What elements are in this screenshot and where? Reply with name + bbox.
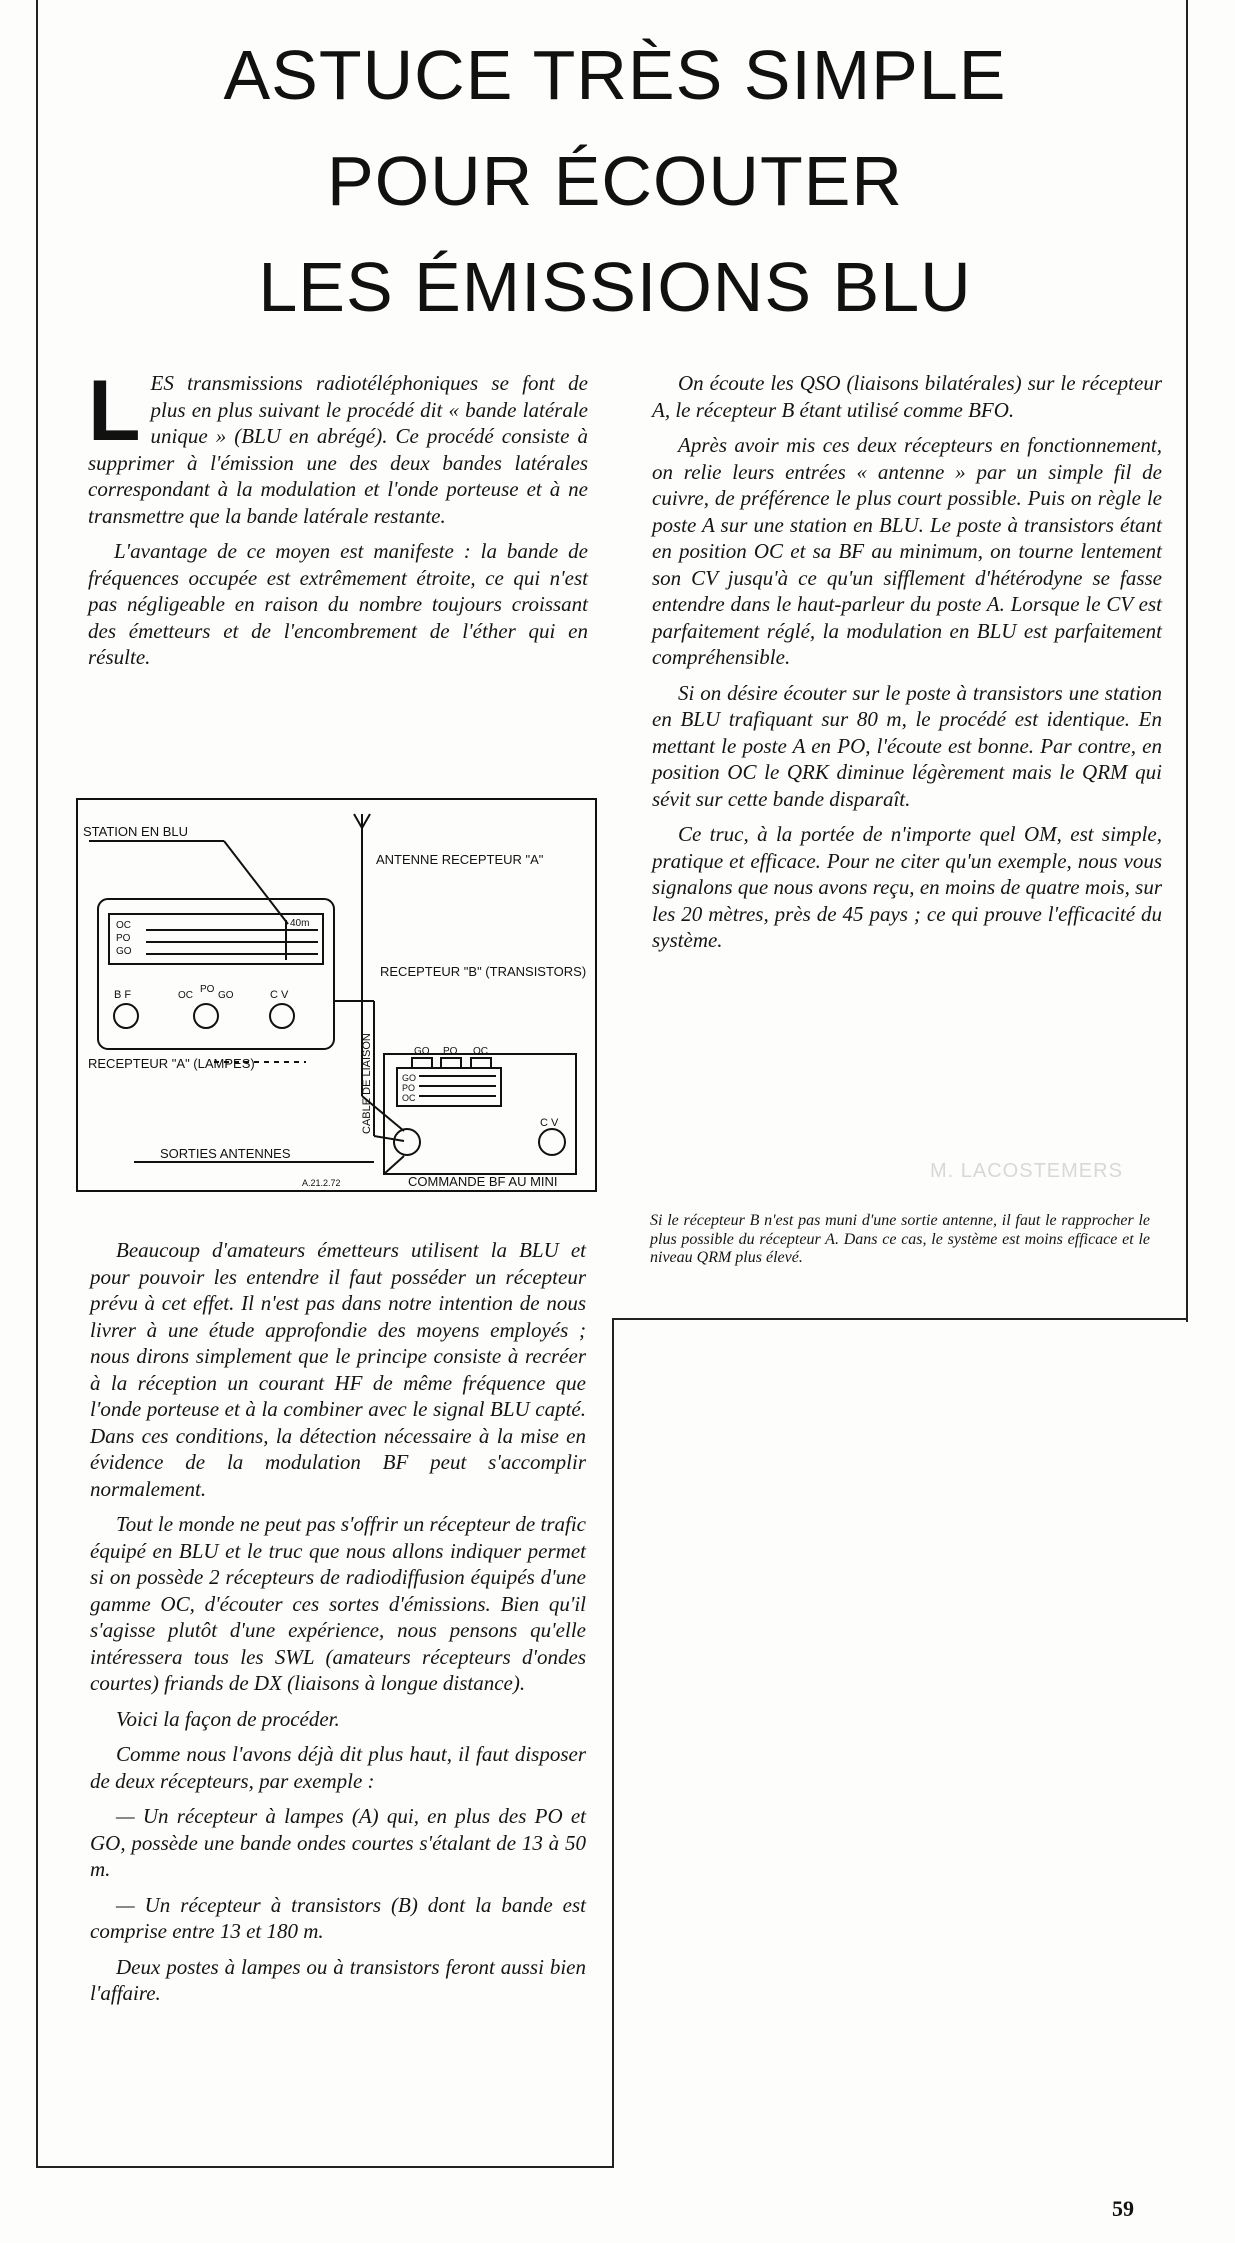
label-knob-go: GO — [218, 990, 234, 1001]
label-band-go: GO — [116, 946, 132, 957]
label-b-go: GO — [414, 1046, 430, 1057]
title-line-3: LES ÉMISSIONS BLU — [258, 248, 972, 326]
label-band-oc: OC — [116, 920, 131, 931]
frame-middle-rule — [612, 1318, 1188, 1320]
paragraph: — Un récepteur à transistors (B) dont la bande est comprise entre 13 et 180 m. — [90, 1892, 586, 1943]
knob-cv-b — [539, 1129, 565, 1155]
column-right — [652, 370, 1162, 963]
paragraph: Après avoir mis ces deux récepteurs en fonctionnement, on relie leurs entrées « antenne » par un simple fil de cuivre, de préférence le plus court possible. Puis on règle le poste A sur une station en BLU. Le poste à transistors étant en position OC et sa BF au minimum, on tourne lentement son CV jusqu'à ce qu'un sifflement d'hétérodyne se fasse entendre dans le haut-parleur du poste A. Lorsque le CV est parfaitement réglé, la modulation en BLU est parfaitement compréhensible. — [652, 433, 1162, 669]
title-line-2: POUR ÉCOUTER — [327, 142, 903, 220]
wiring-diagram — [74, 796, 599, 1194]
label-recepteur-a: RECEPTEUR "A" (LAMPES) — [88, 1056, 255, 1071]
knob-po — [194, 1004, 218, 1028]
diagram-reference: A.21.2.72 — [302, 1178, 341, 1188]
label-b-oc: OC — [473, 1046, 488, 1057]
column-intro — [88, 363, 588, 680]
paragraph: L'avantage de ce moyen est manifeste : la bande de fréquences occupée est extrêmement étroite, ce qui n'est pas négligeable en raison du nombre toujours croissant des émetteurs et de l'encombrement de l'éther qui en résulte. — [88, 539, 588, 669]
intro-paragraph — [88, 363, 588, 529]
label-knob-oc: OC — [178, 990, 193, 1001]
faint-watermark-text: M. LACOSTEMERS — [930, 1160, 1123, 1182]
knob-cv-a — [270, 1004, 294, 1028]
knob-bf — [114, 1004, 138, 1028]
paragraph: On écoute les QSO (liaisons bilatérales) sur le récepteur A, le récepteur B étant utilisé comme BFO. — [652, 371, 1162, 422]
frame-bottom-rule — [36, 2166, 614, 2168]
label-commande: COMMANDE BF AU MINI — [408, 1174, 558, 1189]
paragraph: Beaucoup d'amateurs émetteurs utilisent la BLU et pour pouvoir les entendre il faut posséder un récepteur prévu à cet effet. Il n'est pas dans notre intention de nous livrer à une étude approfondie des moyens employés ; nous dirons simplement que le principe consiste à recréer à la réception un courant HF de même fréquence que l'onde porteuse et à la combiner avec le signal BLU capté. Dans ces conditions, la détection nécessaire à la mise en évidence de la modulation BF peut s'accomplir normalement. — [90, 1238, 586, 1501]
label-b-dial-go: GO — [402, 1073, 417, 1083]
label-band-po: PO — [116, 933, 131, 944]
label-antenne: ANTENNE RECEPTEUR "A" — [376, 852, 544, 867]
footnote: Si le récepteur B n'est pas muni d'une sortie antenne, il faut le rapprocher le plus possible du récepteur A. Dans ce cas, le système est moins efficace et le niveau QRM plus élevé. — [650, 1212, 1150, 1266]
knob-bf-b — [394, 1129, 420, 1155]
label-b-dial-po: PO — [402, 1083, 416, 1093]
drop-cap: L — [88, 363, 141, 459]
paragraph: — Un récepteur à lampes (A) qui, en plus des PO et GO, possède une bande ondes courtes s'étalant de 13 à 50 m. — [90, 1804, 586, 1881]
paragraph: Tout le monde ne peut pas s'offrir un récepteur de trafic équipé en BLU et le truc que nous allons indiquer permet si on possède 2 récepteurs de radiodiffusion équipés d'une gamme OC, d'écouter ces sortes d'émissions. Bien qu'il s'agisse plutôt d'une expérience, nous pensons qu'elle intéressera tous les SWL (amateurs récepteurs d'ondes courtes) friands de DX (liaisons à longue distance). — [90, 1512, 586, 1695]
label-knob-bf: B F — [114, 989, 132, 1001]
column-left-lower — [90, 1237, 586, 2016]
station-leader — [224, 841, 288, 924]
frame-left-rule — [36, 0, 38, 2168]
label-b-po: PO — [443, 1046, 458, 1057]
label-dial-40m: 40m — [290, 918, 310, 929]
label-b-dial-oc: OC — [402, 1093, 416, 1103]
paragraph: Voici la façon de procéder. — [116, 1706, 340, 1731]
paragraph: Deux postes à lampes ou à transistors feront aussi bien l'affaire. — [90, 1954, 586, 2005]
page-number: 59 — [1112, 2196, 1134, 2221]
label-b-cv: C V — [540, 1117, 559, 1129]
frame-lower-rule — [612, 1318, 614, 2168]
label-cable: CABLE DE LIAISON — [361, 1033, 373, 1134]
label-station-en-blu: STATION EN BLU — [83, 824, 188, 839]
frame-right-rule — [1186, 0, 1188, 1322]
label-sorties: SORTIES ANTENNES — [160, 1146, 291, 1161]
label-knob-cv: C V — [270, 989, 289, 1001]
article-title — [60, 22, 1170, 340]
title-line-1: ASTUCE TRÈS SIMPLE — [223, 36, 1007, 114]
paragraph: Si on désire écouter sur le poste à transistors une station en BLU trafiquant sur 80 m, le procédé est identique. En mettant le poste A en PO, l'écoute est bonne. Par contre, en position OC le QRK diminue légèrement mais le QRM qui sévit sur cette bande disparaît. — [652, 680, 1162, 811]
label-recepteur-b: RECEPTEUR "B" (TRANSISTORS) — [380, 964, 587, 979]
paragraph: Comme nous l'avons déjà dit plus haut, il faut disposer de deux récepteurs, par exemple : — [90, 1742, 586, 1793]
intro-text: ES transmissions radiotéléphoniques se font de plus en plus suivant le procédé dit « bande latérale unique » (BLU en abrégé). Ce procédé consiste à supprimer à l'émission une des deux bandes latérales correspondant à la modulation et l'onde porteuse et à ne transmettre que la bande latérale restante. — [88, 371, 588, 528]
paragraph: Ce truc, à la portée de n'importe quel OM, est simple, pratique et efficace. Pour ne citer qu'un exemple, nous vous signalons que nous avons reçu, en moins de quatre mois, sur les 20 mètres, près de 45 pays ; ce qui prouve l'efficacité du système. — [652, 822, 1162, 952]
label-knob-po: PO — [200, 984, 215, 995]
receiver-b-cabinet — [384, 1054, 576, 1174]
